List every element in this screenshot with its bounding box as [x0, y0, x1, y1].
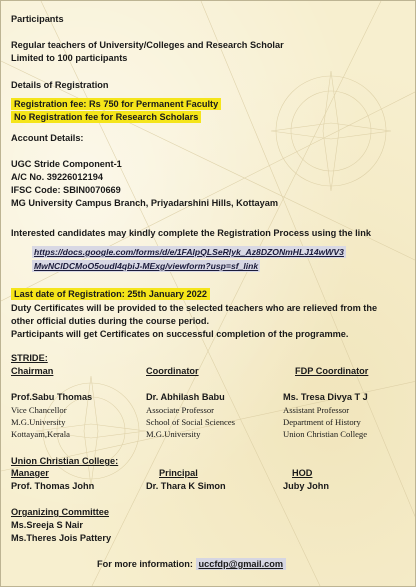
participants-line-1: Regular teachers of University/Colleges and Research Scholar	[11, 40, 284, 50]
account-line-2: A/C No. 39226012194	[11, 172, 103, 182]
ucc-heading: Union Christian College:	[11, 456, 119, 466]
participants-line-2: Limited to 100 participants	[11, 53, 128, 63]
committee-member: Ms.Sreeja S Nair	[11, 520, 84, 530]
participants-heading: Participants	[11, 14, 64, 24]
committee-heading: Organizing Committee	[11, 507, 110, 517]
registration-link-line-1[interactable]	[32, 247, 346, 258]
registration-link-text-2[interactable]: MwNClDCMoO5oudI4qbiJ-MExg/viewform?usp=sf_link	[34, 261, 259, 271]
account-line-4: MG University Campus Branch, Priyadarshini Hills, Kottayam	[11, 198, 279, 208]
ucc-hod-name: Juby John	[283, 481, 329, 491]
committee-member: Ms.Theres Jois Pattery	[11, 533, 112, 543]
registration-link-intro: Interested candidates may kindly complete the Registration Process using the link	[11, 228, 371, 238]
contact-label: For more information:	[97, 559, 193, 569]
stride-chairman-org: M.G.University	[11, 417, 66, 427]
account-line-1: UGC Stride Component-1	[11, 159, 122, 169]
duty-line-1: Duty Certificates will be provided to the selected teachers who are relieved from the	[11, 303, 378, 313]
stride-fdp-coordinator-role: FDP Coordinator	[295, 366, 369, 376]
stride-chairman-place: Kottayam,Kerala	[11, 429, 70, 439]
stride-chairman-name: Prof.Sabu Thomas	[11, 392, 93, 402]
account-heading: Account Details:	[11, 133, 84, 143]
registration-fee-faculty	[11, 99, 221, 110]
stride-heading: STRIDE:	[11, 353, 48, 363]
stride-fdp-coordinator-name: Ms. Tresa Divya T J	[283, 392, 368, 402]
stride-coordinator-place: M.G.University	[146, 429, 201, 439]
stride-fdp-coordinator-title: Assistant Professor	[283, 405, 350, 415]
registration-fee-faculty-text: Registration fee: Rs 750 for Permanent Faculty	[11, 98, 221, 110]
stride-coordinator-role: Coordinator	[146, 366, 199, 376]
stride-chairman-role: Chairman	[11, 366, 54, 376]
last-date-text: Last date of Registration: 25th January 2022	[11, 288, 210, 300]
ucc-principal-name: Dr. Thara K Simon	[146, 481, 226, 491]
contact-line	[97, 559, 286, 570]
ucc-hod-role: HOD	[292, 468, 313, 478]
ucc-manager-name: Prof. Thomas John	[11, 481, 95, 491]
registration-fee-scholars-text: No Registration fee for Research Scholars	[11, 111, 201, 123]
contact-email-link[interactable]: uccfdp@gmail.com	[196, 558, 287, 570]
stride-fdp-coordinator-org: Department of History	[283, 417, 361, 427]
stride-fdp-coordinator-place: Union Christian College	[283, 429, 368, 439]
registration-heading: Details of Registration	[11, 80, 109, 90]
last-date-banner	[11, 289, 210, 300]
ucc-manager-role: Manager	[11, 468, 49, 478]
duty-line-3: Participants will get Certificates on successful completion of the programme.	[11, 329, 349, 339]
stride-coordinator-name: Dr. Abhilash Babu	[146, 392, 225, 402]
stride-coordinator-org: School of Social Sciences	[146, 417, 236, 427]
duty-line-2: other official duties during the course period.	[11, 316, 210, 326]
stride-coordinator-title: Associate Professor	[146, 405, 215, 415]
registration-link-text-1[interactable]: https://docs.google.com/forms/d/e/1FAlpQLSeRlyk_Az8DZONmHLJ14wWV3	[34, 247, 344, 257]
registration-link-line-2[interactable]	[32, 261, 260, 272]
ucc-principal-role: Principal	[159, 468, 198, 478]
registration-fee-scholars	[11, 112, 201, 123]
stride-chairman-title: Vice Chancellor	[11, 405, 67, 415]
account-line-3: IFSC Code: SBIN0070669	[11, 185, 121, 195]
